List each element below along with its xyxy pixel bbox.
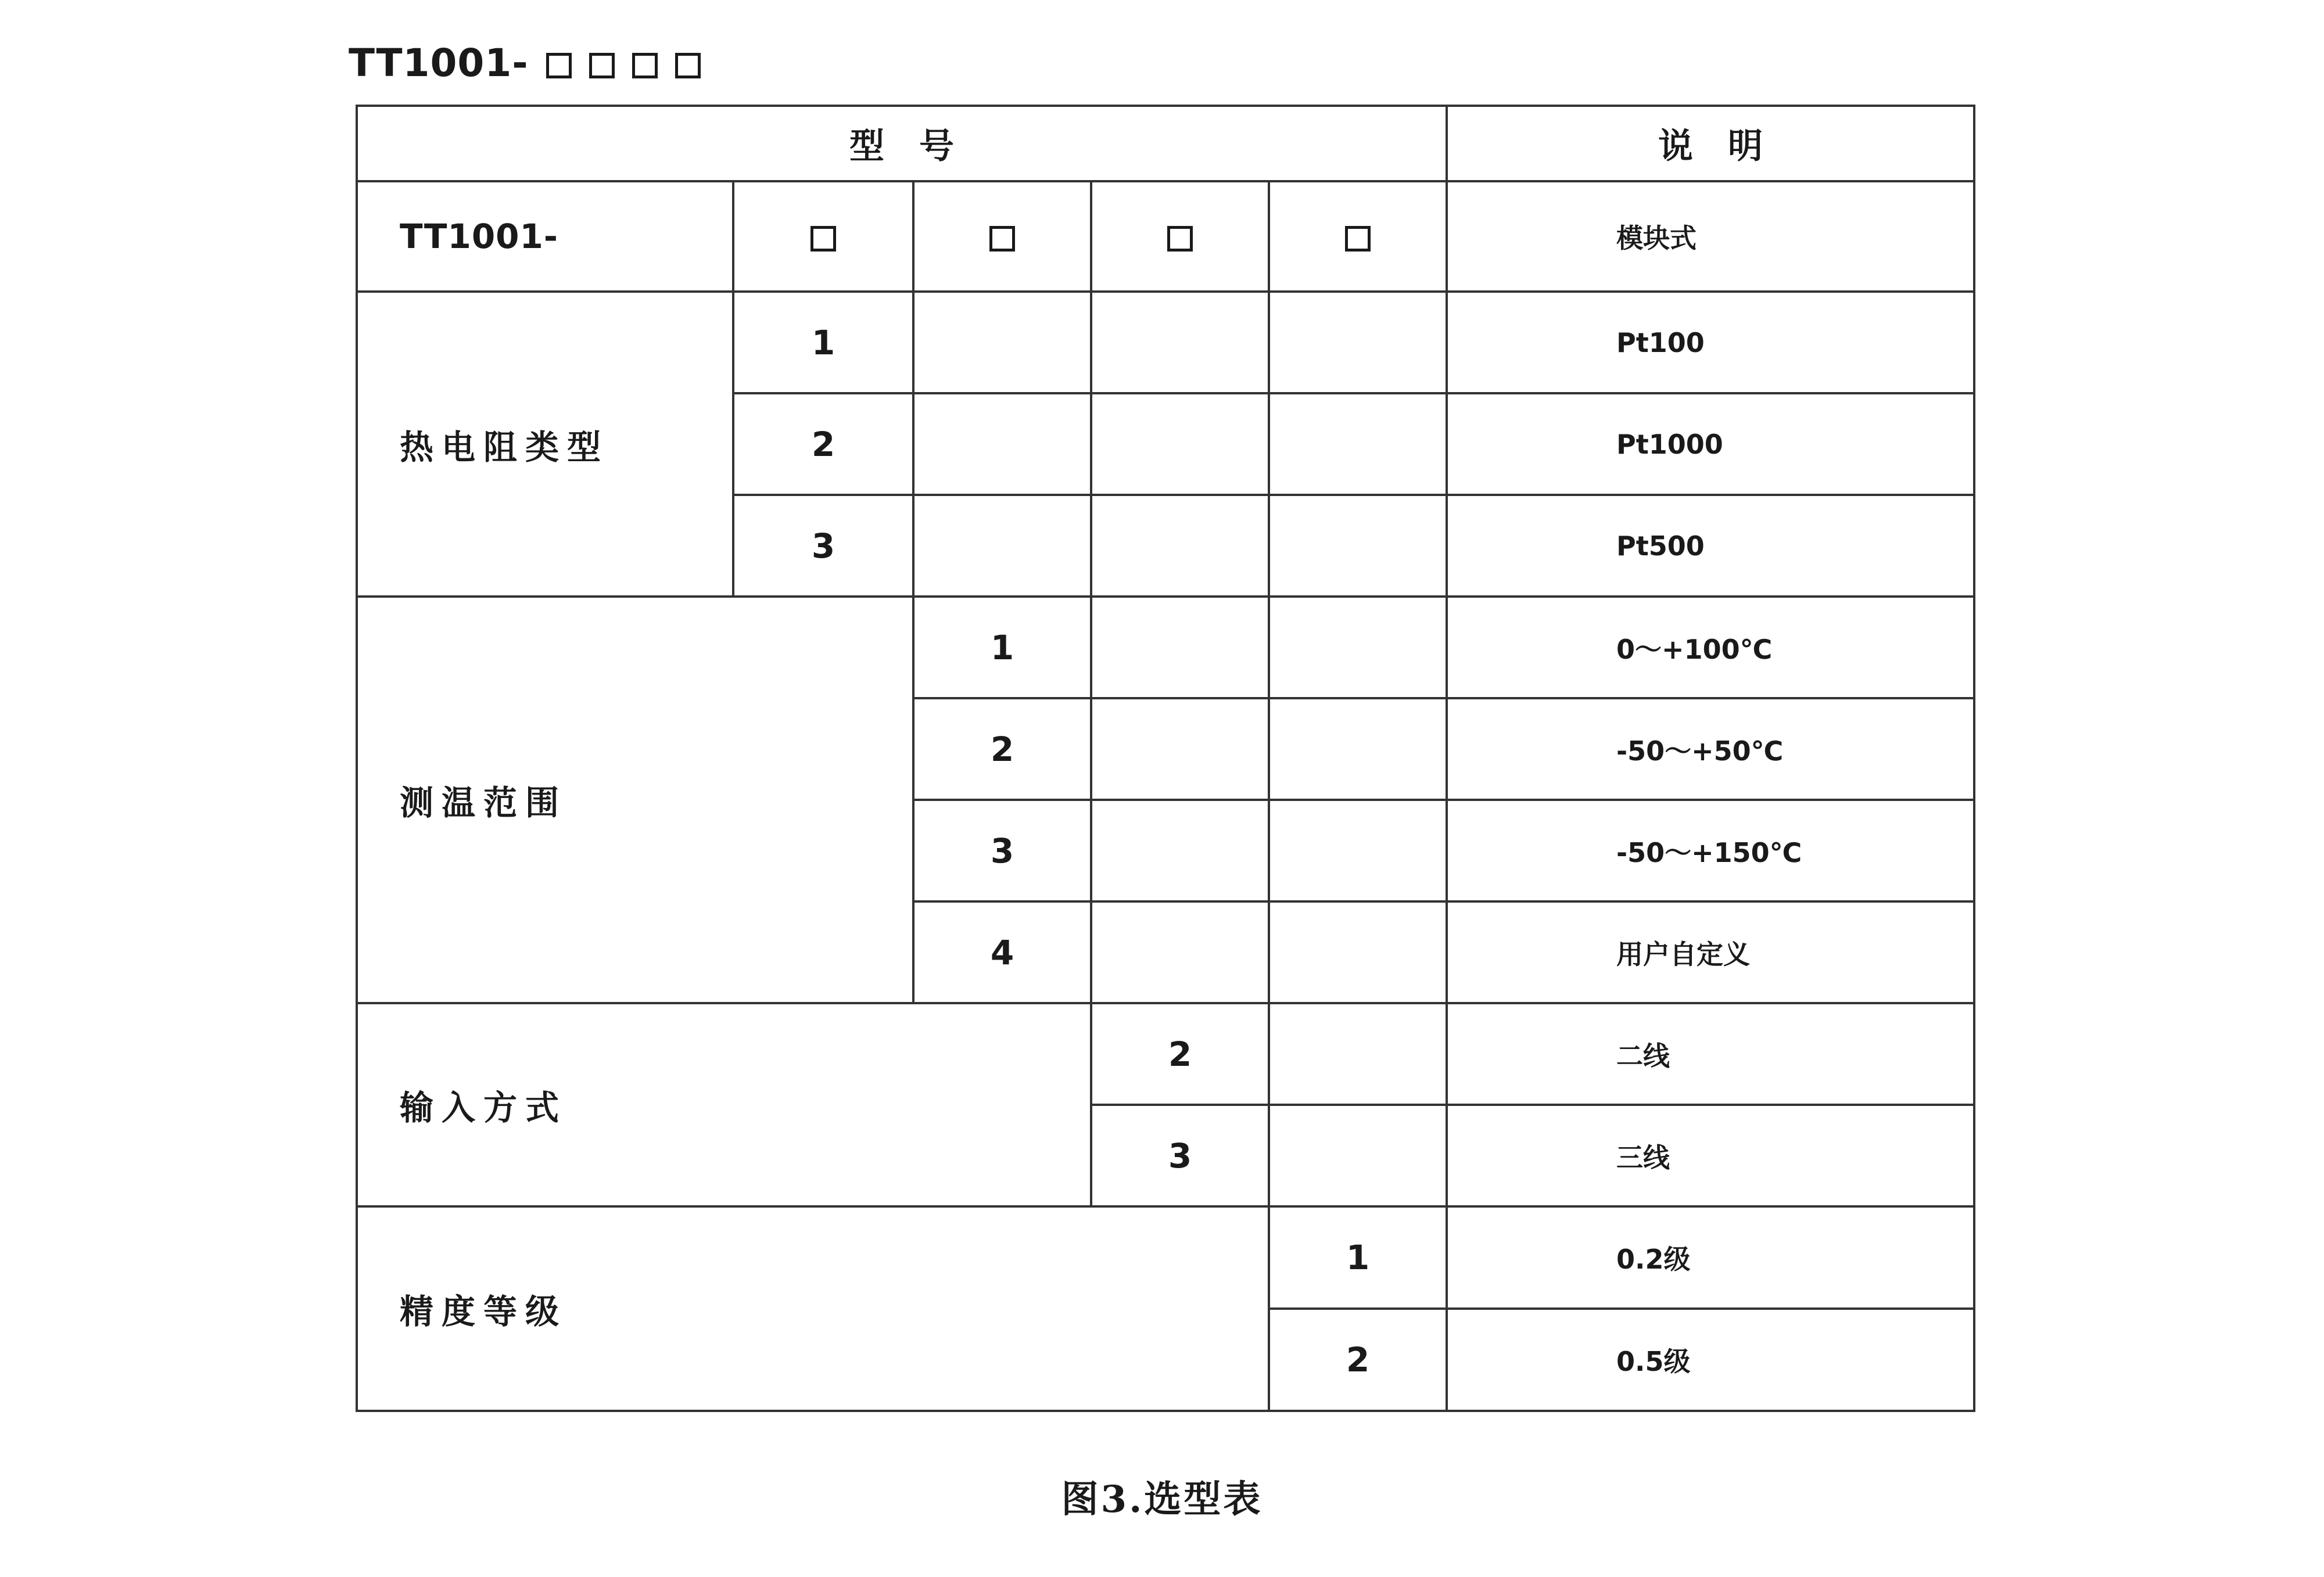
placeholder-box-icon bbox=[675, 53, 701, 78]
input-mode-code: 2 bbox=[1091, 1003, 1269, 1105]
accuracy-label: 精度等级 bbox=[357, 1206, 1269, 1411]
placeholder-box-icon bbox=[1345, 226, 1371, 252]
temp-range-code: 1 bbox=[913, 597, 1091, 698]
accuracy-slot bbox=[1269, 181, 1447, 292]
placeholder-box-icon bbox=[589, 53, 615, 78]
input-mode-desc: 二线 bbox=[1447, 1003, 1974, 1105]
table-row bbox=[357, 1206, 1974, 1309]
table-row bbox=[357, 597, 1974, 698]
rtd-type-code: 3 bbox=[733, 495, 913, 597]
rtd-type-label: 热电阻类型 bbox=[357, 292, 733, 597]
model-row bbox=[357, 181, 1974, 292]
accuracy-desc: 0.5级 bbox=[1447, 1309, 1974, 1411]
table-header-row bbox=[357, 106, 1974, 181]
input-mode-label: 输入方式 bbox=[357, 1003, 1091, 1206]
temp-range-code: 3 bbox=[913, 800, 1091, 901]
table-row bbox=[357, 292, 1974, 393]
placeholder-box-icon bbox=[989, 226, 1015, 252]
rtd-type-code: 2 bbox=[733, 393, 913, 495]
model-code-heading bbox=[349, 41, 701, 85]
accuracy-code: 1 bbox=[1269, 1206, 1447, 1309]
model-label: TT1001- bbox=[357, 181, 733, 292]
rtd-type-slot bbox=[733, 181, 913, 292]
temp-range-desc: -50～+50℃ bbox=[1447, 698, 1974, 800]
model-code-prefix: TT1001- bbox=[349, 41, 529, 85]
selection-table bbox=[356, 105, 1975, 1412]
temp-range-slot bbox=[913, 181, 1091, 292]
temp-range-desc: -50～+150℃ bbox=[1447, 800, 1974, 901]
accuracy-code: 2 bbox=[1269, 1309, 1447, 1411]
temp-range-code: 4 bbox=[913, 901, 1091, 1003]
rtd-type-desc: Pt1000 bbox=[1447, 393, 1974, 495]
model-description: 模块式 bbox=[1447, 181, 1974, 292]
placeholder-box-icon bbox=[632, 53, 658, 78]
rtd-type-desc: Pt100 bbox=[1447, 292, 1974, 393]
input-mode-code: 3 bbox=[1091, 1105, 1269, 1206]
temp-range-code: 2 bbox=[913, 698, 1091, 800]
placeholder-box-icon bbox=[810, 226, 836, 252]
input-mode-slot bbox=[1091, 181, 1269, 292]
temp-range-desc: 0～+100℃ bbox=[1447, 597, 1974, 698]
temp-range-desc: 用户自定义 bbox=[1447, 901, 1974, 1003]
rtd-type-code: 1 bbox=[733, 292, 913, 393]
description-header: 说 明 bbox=[1447, 106, 1974, 181]
model-header: 型 号 bbox=[357, 106, 1447, 181]
accuracy-desc: 0.2级 bbox=[1447, 1206, 1974, 1309]
table-row bbox=[357, 1003, 1974, 1105]
figure-caption: 图3.选型表 bbox=[1061, 1478, 1263, 1521]
placeholder-box-icon bbox=[1167, 226, 1193, 252]
input-mode-desc: 三线 bbox=[1447, 1105, 1974, 1206]
placeholder-box-icon bbox=[546, 53, 572, 78]
rtd-type-desc: Pt500 bbox=[1447, 495, 1974, 597]
temp-range-label: 测温范围 bbox=[357, 597, 913, 1003]
